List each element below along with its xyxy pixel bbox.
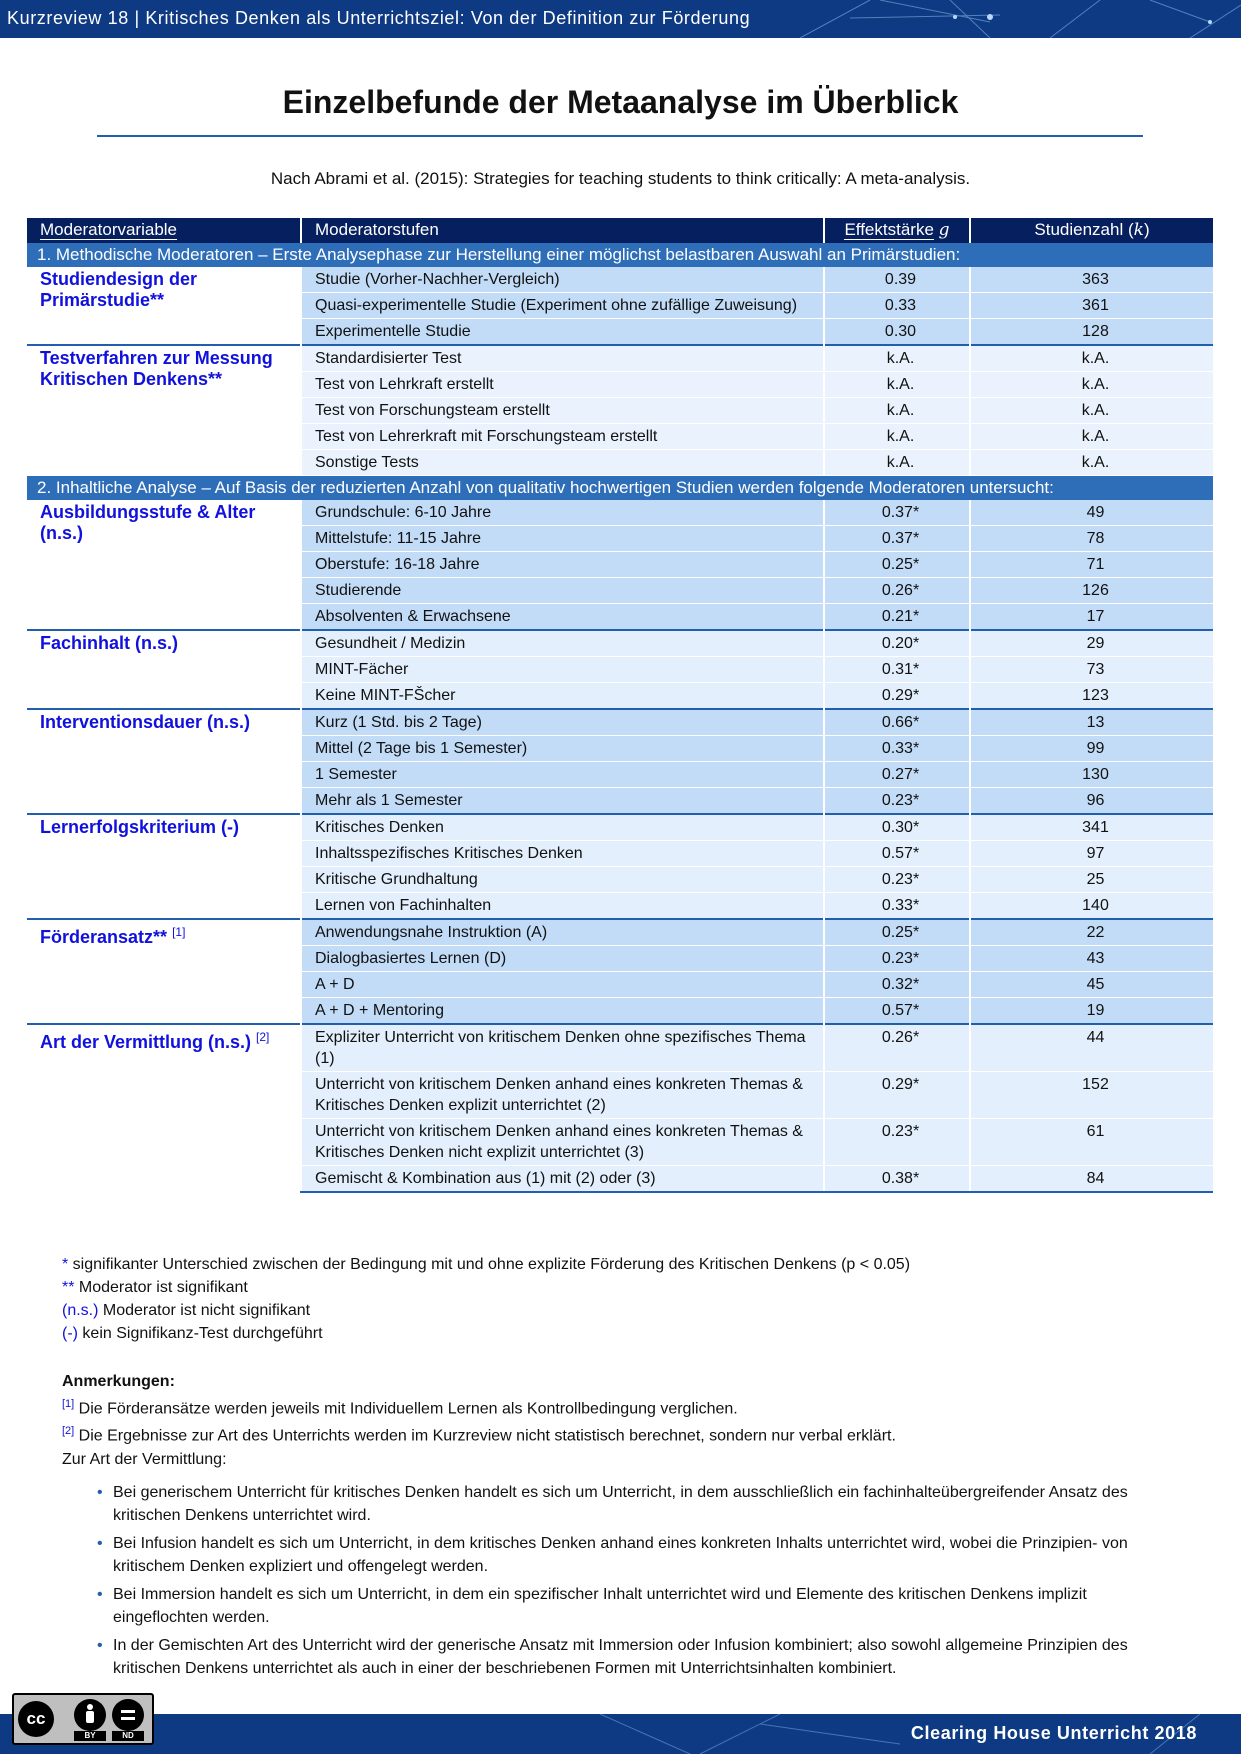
moderator-level: MINT-Fächer [301,657,824,683]
nd-label: ND [112,1731,144,1741]
table-row [27,267,1213,293]
moderator-level: Studierende [301,578,824,604]
study-count: k.A. [970,398,1213,424]
section-header-row [27,476,1213,501]
moderator-name: Förderansatz** [40,927,168,947]
moderator-variable [27,500,301,630]
moderator-variable [27,814,301,919]
moderator-name: Art der Vermittlung (n.s.) [40,1032,252,1052]
footnote-ref: [1] [172,925,186,939]
legend [62,1253,910,1345]
moderator-name: Studiendesign der Primärstudie** [40,269,198,310]
moderator-name: Ausbildungsstufe & Alter (n.s.) [40,502,256,543]
effect-size: 0.33* [824,736,970,762]
notes-section [62,1370,1182,1685]
moderator-level: Kritische Grundhaltung [301,867,824,893]
study-count: 19 [970,998,1213,1025]
effect-size: 0.57* [824,841,970,867]
study-count: 17 [970,604,1213,631]
table-row [27,1024,1213,1072]
moderator-level: 1 Semester [301,762,824,788]
effect-size: 0.57* [824,998,970,1025]
effect-size: 0.33 [824,293,970,319]
study-count: 363 [970,267,1213,293]
effect-size: 0.33* [824,893,970,920]
effect-size: 0.29* [824,683,970,710]
table-row [27,709,1213,736]
study-count: 71 [970,552,1213,578]
study-count: 123 [970,683,1213,710]
page-title: Einzelbefunde der Metaanalyse im Überblick [282,84,959,120]
effect-size: 0.26* [824,1024,970,1072]
cc-license-badge [12,1693,154,1745]
moderator-level: Quasi-experimentelle Studie (Experiment ohne zufällige Zuweisung) [301,293,824,319]
study-count: k.A. [970,424,1213,450]
effect-size: 0.25* [824,552,970,578]
effect-size: 0.26* [824,578,970,604]
header-bar [0,0,1241,38]
study-count: k.A. [970,450,1213,476]
moderator-level: Absolventen & Erwachsene [301,604,824,631]
col-header-studies: Studienzahl (k) [970,218,1213,243]
moderator-variable [27,919,301,1024]
header-title: Kurzreview 18 | Kritisches Denken als Unterrichtsziel: Von der Definition zur Förderung [7,8,751,28]
effect-size: 0.23* [824,867,970,893]
moderator-level: Lernen von Fachinhalten [301,893,824,920]
legend-item: ** Moderator ist signifikant [62,1279,248,1296]
effect-size: 0.39 [824,267,970,293]
effect-size: 0.38* [824,1166,970,1193]
moderator-level: Mittel (2 Tage bis 1 Semester) [301,736,824,762]
moderator-level: Experimentelle Studie [301,319,824,346]
moderator-name: Testverfahren zur Messung Kritischen Denkens** [40,348,273,389]
effect-size: 0.32* [824,972,970,998]
effect-size: 0.23* [824,788,970,815]
effect-size: k.A. [824,345,970,372]
study-count: 49 [970,500,1213,526]
notes-subheading: Zur Art der Vermittlung: [62,1450,227,1468]
moderator-level: Test von Lehrerkraft mit Forschungsteam erstellt [301,424,824,450]
study-count: 73 [970,657,1213,683]
source-citation: Nach Abrami et al. (2015): Strategies for teaching students to think critically: A meta-analysis. [270,169,971,188]
footnote-ref: [2] [256,1030,270,1044]
moderator-level: Test von Forschungsteam erstellt [301,398,824,424]
moderator-level: Studie (Vorher-Nachher-Vergleich) [301,267,824,293]
effect-size: k.A. [824,372,970,398]
effect-size: 0.30 [824,319,970,346]
effect-size: 0.30* [824,814,970,841]
study-count: 341 [970,814,1213,841]
cc-icon: cc [18,1701,54,1737]
moderator-level: Inhaltsspezifisches Kritisches Denken [301,841,824,867]
moderator-variable [27,1024,301,1192]
moderator-name: Interventionsdauer (n.s.) [40,712,251,732]
moderator-level: Keine MINT-FŠcher [301,683,824,710]
study-count: 130 [970,762,1213,788]
footer-text: Clearing House Unterricht 2018 [910,1723,1197,1743]
effect-size: 0.66* [824,709,970,736]
table-row [27,500,1213,526]
col-header-effect: Effektstärke g [824,218,970,243]
table-row [27,345,1213,372]
effect-size: 0.25* [824,919,970,946]
study-count: 140 [970,893,1213,920]
footer-bar [0,1714,1241,1754]
study-count: 361 [970,293,1213,319]
study-count: 43 [970,946,1213,972]
list-item: • Bei Immersion handelt es sich um Unterricht, in dem ein spezifischer Inhalt unterrichtet wird und Elemente des kritischen Denkens implizit eingeflochten werden. [113,1583,1182,1629]
section-header-row [27,243,1213,267]
study-count: 29 [970,630,1213,657]
study-count: 45 [970,972,1213,998]
study-count: k.A. [970,345,1213,372]
effect-size: 0.37* [824,500,970,526]
legend-item: (-) kein Signifikanz-Test durchgeführt [62,1325,323,1342]
study-count: 25 [970,867,1213,893]
moderator-level: Gemischt & Kombination aus (1) mit (2) oder (3) [301,1166,824,1193]
study-count: 84 [970,1166,1213,1193]
moderator-level: Anwendungsnahe Instruktion (A) [301,919,824,946]
study-count: 126 [970,578,1213,604]
effect-size: k.A. [824,398,970,424]
moderator-level: Test von Lehrkraft erstellt [301,372,824,398]
moderator-level: A + D + Mentoring [301,998,824,1025]
effect-size: 0.23* [824,946,970,972]
list-item: • In der Gemischten Art des Unterricht wird der generische Ansatz mit Immersion oder Infusion kombiniert; also sowohl allgemeine Prinzipien des kritischen Denkens unterrichtet als auch in einer der beschriebenen Formen mit Unterrichtsinhalten kombiniert. [113,1634,1182,1680]
list-item: • Bei Infusion handelt es sich um Unterricht, in dem kritisches Denken anhand eines konkreten Inhalts unterrichtet wird, wobei die Prinzipien- von kritischem Denken expliziert und offengelegt werden. [113,1532,1182,1578]
nd-icon [112,1699,144,1731]
moderator-level: Sonstige Tests [301,450,824,476]
notes-heading: Anmerkungen: [62,1373,175,1390]
study-count: 152 [970,1072,1213,1119]
moderator-level: Unterricht von kritischem Denken anhand eines konkreten Themas & Kritisches Denken explizit unterrichtet (2) [301,1072,824,1119]
moderator-level: Kritisches Denken [301,814,824,841]
moderator-level: Kurz (1 Std. bis 2 Tage) [301,709,824,736]
study-count: 128 [970,319,1213,346]
legend-item: (n.s.) Moderator ist nicht signifikant [62,1302,311,1319]
notes-bullet-list [62,1481,1182,1680]
moderator-level: Oberstufe: 16-18 Jahre [301,552,824,578]
moderator-level: Gesundheit / Medizin [301,630,824,657]
effect-size: 0.31* [824,657,970,683]
effect-size: 0.21* [824,604,970,631]
section-header: 1. Methodische Moderatoren – Erste Analysephase zur Herstellung einer möglichst belastbaren Auswahl an Primärstudien: [27,243,1213,267]
moderator-level: Expliziter Unterricht von kritischem Denken ohne spezifisches Thema (1) [301,1024,824,1072]
effect-size: k.A. [824,424,970,450]
study-count: 97 [970,841,1213,867]
footnote-1: [1] Die Förderansätze werden jeweils mit Individuellem Lernen als Kontrollbedingung verglichen. [62,1398,738,1418]
moderator-variable [27,345,301,476]
effect-size: 0.20* [824,630,970,657]
moderator-variable [27,630,301,709]
effect-size: 0.23* [824,1119,970,1166]
moderator-level: Mehr als 1 Semester [301,788,824,815]
study-count: 22 [970,919,1213,946]
legend-item: * signifikanter Unterschied zwischen der Bedingung mit und ohne explizite Förderung des Kritischen Denkens (p < 0.05) [62,1256,911,1273]
moderator-name: Fachinhalt (n.s.) [40,633,179,653]
moderator-level: Dialogbasiertes Lernen (D) [301,946,824,972]
moderator-variable [27,267,301,345]
study-count: 99 [970,736,1213,762]
effect-size: 0.27* [824,762,970,788]
study-count: 13 [970,709,1213,736]
moderator-variable [27,709,301,814]
footnote-2: [2] Die Ergebnisse zur Art des Unterrichts werden im Kurzreview nicht statistisch berechnet, sondern nur verbal erklärt. [62,1425,896,1445]
section-header: 2. Inhaltliche Analyse – Auf Basis der reduzierten Anzahl von qualitativ hochwertigen Studien werden folgende Moderatoren untersucht: [27,476,1213,501]
effect-size: 0.29* [824,1072,970,1119]
moderator-level: Grundschule: 6-10 Jahre [301,500,824,526]
by-label: BY [74,1731,106,1741]
table-row [27,630,1213,657]
study-count: 78 [970,526,1213,552]
effect-size: k.A. [824,450,970,476]
study-count: 96 [970,788,1213,815]
moderator-name: Lernerfolgskriterium (-) [40,817,240,837]
table-header-row [27,218,1213,243]
table-body [27,243,1213,1192]
by-icon [74,1699,106,1731]
col-header-moderator: Moderatorvariable [27,218,301,243]
title-divider [97,135,1143,137]
effect-size: 0.37* [824,526,970,552]
moderator-level: Mittelstufe: 11-15 Jahre [301,526,824,552]
table-row [27,814,1213,841]
table-row [27,919,1213,946]
moderator-level: Unterricht von kritischem Denken anhand eines konkreten Themas & Kritisches Denken nicht explizit unterrichtet (3) [301,1119,824,1166]
moderator-level: Standardisierter Test [301,345,824,372]
study-count: 44 [970,1024,1213,1072]
moderator-level: A + D [301,972,824,998]
meta-analysis-table [27,218,1213,1193]
col-header-level: Moderatorstufen [301,218,824,243]
study-count: k.A. [970,372,1213,398]
study-count: 61 [970,1119,1213,1166]
list-item: • Bei generischem Unterricht für kritisches Denken handelt es sich um Unterricht, in dem ausschließlich ein fachinhalteübergreifender Ansatz des kritischen Denkens unterrichtet wird. [113,1481,1182,1527]
